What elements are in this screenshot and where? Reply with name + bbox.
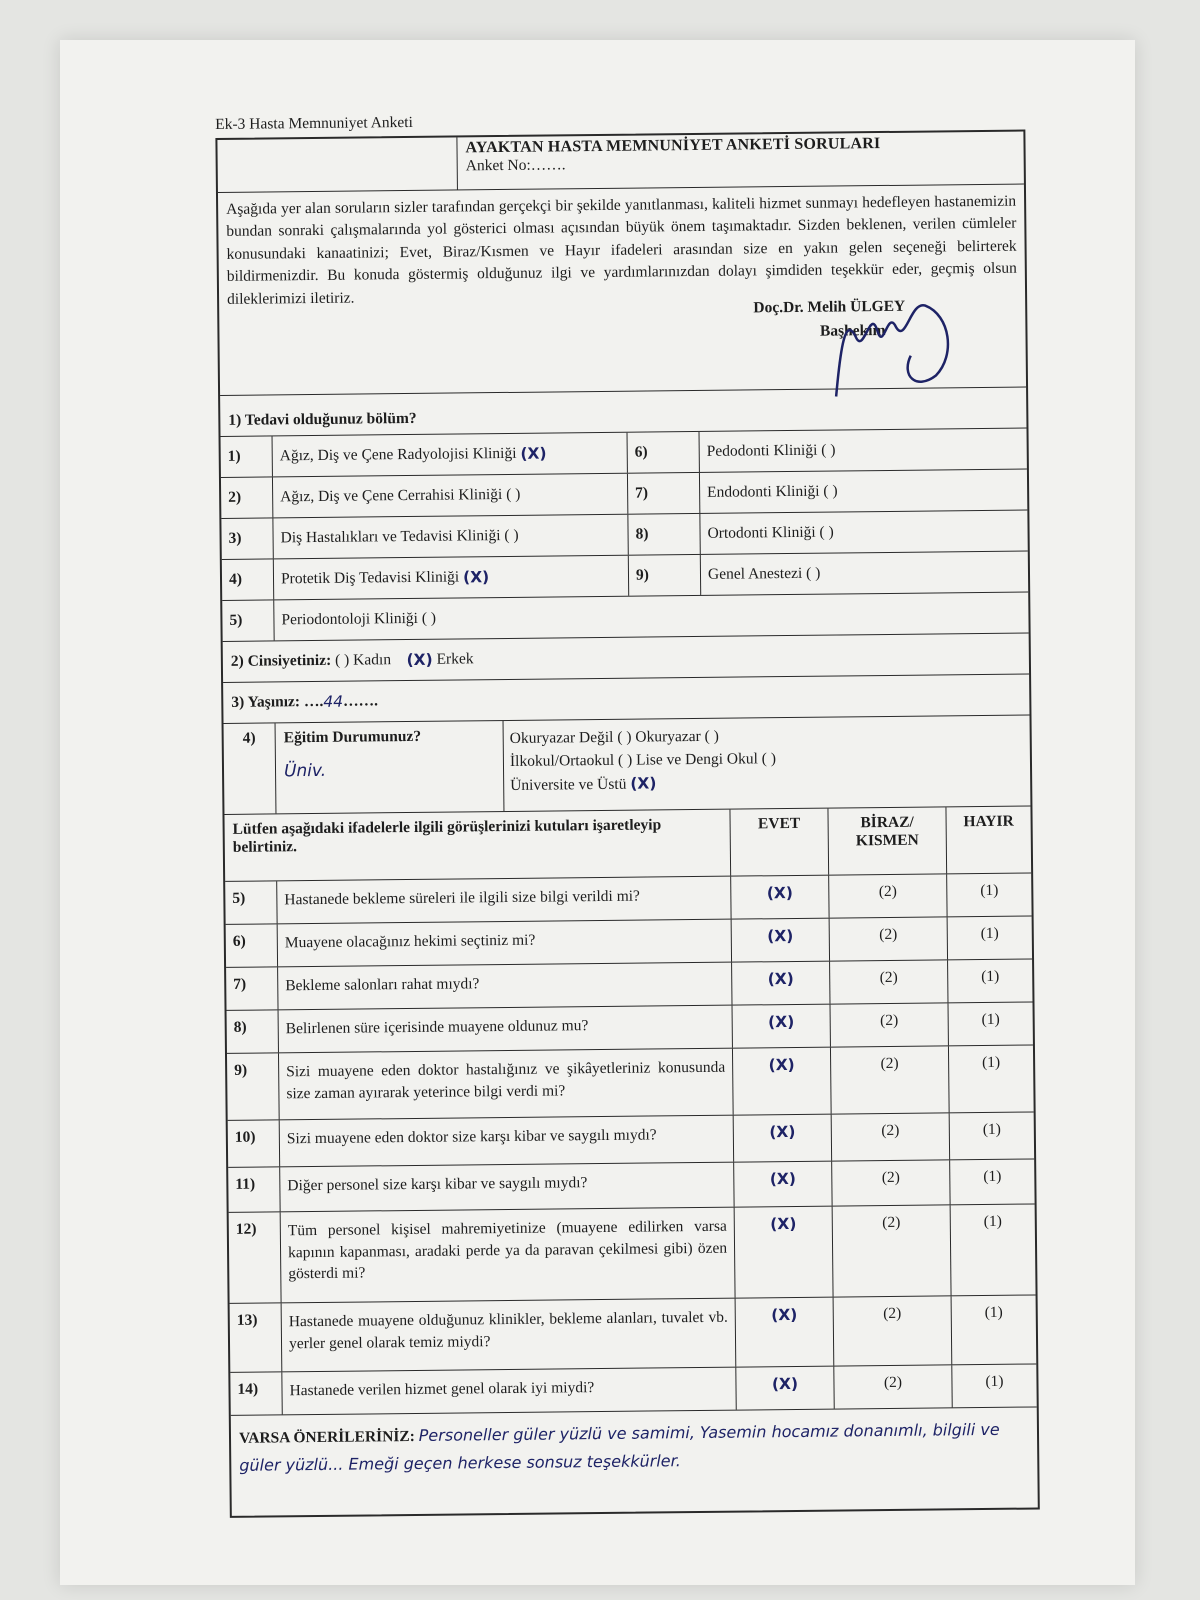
question-text: Hastanede bekleme süreleri ile ilgili size bilgi verildi mi? (277, 877, 731, 924)
question-text: Belirlenen süre içerisinde muayene oldunuz mu? (279, 1006, 733, 1053)
education-university-checkbox[interactable]: (X) (630, 773, 657, 793)
q1-title: 1) Tedavi olduğunuz bölüm? (228, 409, 417, 429)
clinic-option[interactable] (274, 593, 1028, 641)
answer-biraz[interactable]: (2) (834, 1365, 952, 1408)
clinic-option[interactable] (701, 552, 1028, 595)
question-num: 11) (228, 1167, 280, 1212)
clinic-num: 4) (222, 559, 274, 600)
signer-name: Doç.Dr. Melih ÜLGEY (753, 297, 906, 317)
age-answer[interactable]: 44 (323, 692, 344, 711)
gender-male-label: Erkek (436, 650, 474, 668)
survey-title: AYAKTAN HASTA MEMNUNİYET ANKETİ SORULARI (465, 135, 881, 157)
gender-male-checkbox[interactable]: (X) (406, 650, 433, 670)
question-num: 14) (230, 1372, 282, 1415)
answer-biraz[interactable]: (2) (830, 917, 948, 960)
clinic-checkbox[interactable]: ( ) (821, 441, 836, 459)
question-text: Sizi muayene eden doktor hastalığınız ve şikâyetleriniz konusunda size zaman ayırarak yeterince bilgi verdi mi? (279, 1049, 734, 1120)
header-title-cell (457, 132, 1024, 190)
clinic-option[interactable] (700, 429, 1027, 472)
header-blank-cell (217, 137, 458, 192)
answer-evet[interactable]: (X) (731, 876, 829, 919)
clinic-checkbox[interactable]: ( ) (806, 564, 821, 582)
clinic-checkbox[interactable]: (X) (462, 568, 490, 587)
question-text: Sizi muayene eden doktor size karşı kibar ve saygılı mıydı? (280, 1116, 734, 1167)
signer-title: Başhekim (819, 321, 886, 340)
document-label: Ek-3 Hasta Memnuniyet Anketi (215, 113, 413, 133)
question-text: Diğer personel size karşı kibar ve saygılı mıydı? (280, 1163, 734, 1212)
column-hayir: HAYIR (963, 812, 1014, 831)
answer-hayir[interactable]: (1) (980, 924, 999, 943)
gender-field (223, 639, 482, 682)
answer-hayir[interactable]: (1) (982, 1120, 1001, 1139)
clinic-label: Endodonti Kliniği (707, 482, 820, 501)
education-num: 4) (224, 723, 277, 814)
answer-biraz[interactable]: (2) (829, 874, 947, 917)
answer-evet[interactable]: (X) (734, 1162, 832, 1207)
suggestions-field (231, 1407, 1038, 1515)
header-row (217, 132, 1024, 193)
clinic-num: 9) (629, 555, 701, 596)
column-biraz-kismen: BİRAZ/ KISMEN (828, 807, 947, 874)
clinic-num: 5) (222, 600, 274, 641)
rating-question-row (229, 1204, 1036, 1303)
answer-hayir[interactable]: (1) (985, 1372, 1004, 1391)
age-dots: ……. (342, 692, 378, 710)
answer-evet[interactable]: (X) (736, 1367, 834, 1410)
clinic-num: 7) (628, 473, 700, 514)
answer-evet[interactable]: (X) (734, 1115, 832, 1162)
question-num: 12) (229, 1212, 282, 1303)
clinic-label: Ağız, Diş ve Çene Cerrahisi Kliniği (280, 486, 503, 506)
question-num: 8) (227, 1010, 279, 1053)
answer-biraz[interactable]: (2) (831, 1046, 950, 1113)
answer-hayir[interactable]: (1) (983, 1212, 1002, 1231)
rating-question-row (228, 1112, 1034, 1167)
education-option-line[interactable]: İlkokul/Ortaokul ( ) Lise ve Dengi Okul ( ) (509, 750, 777, 771)
answer-hayir[interactable]: (1) (980, 881, 999, 900)
answer-biraz[interactable]: (2) (832, 1160, 950, 1205)
gender-female-checkbox[interactable]: ( ) (334, 651, 350, 669)
clinic-checkbox[interactable]: ( ) (819, 523, 834, 541)
education-university-label: Üniversite ve Üstü (510, 775, 627, 794)
rating-question-row (227, 1045, 1034, 1120)
clinic-label: Pedodonti Kliniği (706, 441, 818, 460)
answer-hayir[interactable]: (1) (981, 1053, 1001, 1072)
answer-hayir[interactable]: (1) (981, 967, 1000, 986)
clinic-option[interactable] (273, 433, 628, 477)
question-num: 9) (227, 1053, 280, 1120)
clinic-num: 2) (221, 477, 273, 518)
clinic-option[interactable] (700, 511, 1027, 554)
answer-biraz[interactable]: (2) (831, 1003, 949, 1046)
education-row (224, 716, 1031, 815)
clinic-option[interactable] (700, 470, 1027, 513)
question-num: 7) (226, 967, 278, 1010)
question-text: Muayene olacağınız hekimi seçtiniz mi? (278, 920, 732, 967)
question-text: Tüm personel kişisel mahremiyetinize (muayene edilirken varsa kapının kapanması, aradaki perde ya da paravan çekilmesi gibi) özen gösterdi mi? (281, 1208, 736, 1303)
answer-biraz[interactable]: (2) (832, 1113, 950, 1160)
age-label: 3) Yaşınız: …. (231, 692, 324, 711)
clinic-num: 6) (628, 432, 700, 473)
clinic-checkbox[interactable]: (X) (520, 444, 547, 463)
clinic-label: Ortodonti Kliniği (707, 523, 816, 542)
clinic-option[interactable] (274, 556, 629, 600)
answer-evet[interactable]: (X) (733, 1005, 831, 1048)
education-options (504, 716, 1031, 812)
question-num: 6) (226, 924, 278, 967)
question-text: Hastanede verilen hizmet genel olarak iyi miydi? (282, 1368, 736, 1415)
answer-biraz[interactable]: (2) (833, 1205, 952, 1296)
answer-evet[interactable]: (X) (732, 919, 830, 962)
clinic-checkbox[interactable]: ( ) (504, 526, 519, 544)
education-option-line[interactable] (510, 768, 1024, 797)
clinic-label: Protetik Diş Tedavisi Kliniği (280, 568, 460, 588)
gender-label: 2) Cinsiyetiniz: (230, 651, 332, 670)
question-num: 13) (230, 1303, 283, 1372)
answer-biraz[interactable]: (2) (830, 960, 948, 1003)
answer-biraz[interactable]: (2) (834, 1296, 953, 1365)
intro-text: Aşağıda yer alan soruların sizler tarafından gerçekçi bir şekilde yanıtlanması, kaliteli hizmet sunmayı hedefleyen hastanemizin bundan sonraki çalışmalarında yol gösterici olması açısından büyük önem taşımaktadır. Sizden beklenen, verilen cümleler konusundaki kanaatinizi; Evet, Biraz/Kısmen ve Hayır ifadeleri arasından size en yakın gelen seçeneği belirterek bildirmenizdir. Bu konuda göstermiş olduğunuz ilgi ve yardımlarınızdan dolayı şimdiden teşekkür eder, geçmiş olsun dileklerimizi iletiriz. (226, 192, 1017, 308)
clinic-label: Genel Anestezi (707, 564, 803, 583)
answer-evet[interactable]: (X) (733, 1048, 832, 1115)
clinic-checkbox[interactable]: ( ) (421, 609, 437, 627)
answer-hayir[interactable]: (1) (983, 1167, 1002, 1186)
suggestions-row (231, 1407, 1038, 1515)
education-label-cell (276, 721, 505, 813)
education-answer[interactable]: Üniv. (283, 760, 327, 782)
clinic-checkbox[interactable]: ( ) (823, 482, 838, 500)
question-text: Bekleme salonları rahat mıydı? (278, 963, 732, 1010)
signature-scribble (815, 285, 966, 407)
answer-hayir[interactable]: (1) (981, 1010, 1000, 1029)
column-evet: EVET (730, 809, 829, 876)
clinic-option[interactable] (273, 474, 628, 518)
question-num: 10) (228, 1120, 280, 1167)
rating-instruction: Lütfen aşağıdaki ifadelerle ilgili görüşlerinizi kutuları işaretleyip belirtiniz. (224, 810, 731, 881)
clinic-label: Ağız, Diş ve Çene Radyolojisi Kliniği (279, 444, 517, 465)
education-option-line[interactable]: Okuryazar Değil ( ) Okuryazar ( ) (509, 727, 719, 747)
question-text: Hastanede muayene olduğunuz klinikler, bekleme alanları, tuvalet vb. yerler genel olarak temiz miydi? (282, 1299, 737, 1372)
age-field (223, 681, 386, 723)
answer-evet[interactable]: (X) (736, 1298, 835, 1367)
clinic-checkbox[interactable]: ( ) (506, 485, 521, 503)
suggestions-text[interactable]: Personeller güler yüzlü ve samimi, Yasemin hocamız donanımlı, bilgili ve güler yüzlü... Emeği geçen herkese sonsuz teşekkürler. (239, 1419, 1000, 1476)
answer-hayir[interactable]: (1) (984, 1303, 1003, 1322)
education-label: Eğitim Durumunuz? (283, 727, 422, 747)
answer-evet[interactable]: (X) (732, 962, 830, 1005)
gender-female-label: Kadın (353, 651, 392, 669)
clinic-label: Diş Hastalıkları ve Tedavisi Kliniği (280, 527, 501, 547)
suggestions-label: VARSA ÖNERİLERİNİZ: (238, 1427, 415, 1447)
survey-frame (215, 130, 1039, 1518)
intro-block (218, 185, 1026, 395)
survey-number: Anket No:……. (465, 156, 566, 175)
question-num: 5) (225, 881, 277, 924)
clinic-option[interactable] (273, 515, 628, 559)
clinic-num: 1) (221, 436, 273, 477)
intro-row (218, 185, 1026, 396)
rating-header-row (224, 806, 1031, 881)
clinic-num: 3) (221, 518, 273, 559)
clinic-num: 8) (628, 514, 700, 555)
answer-evet[interactable]: (X) (735, 1207, 834, 1298)
rating-question-row (230, 1295, 1037, 1372)
clinic-label: Periodontoloji Kliniği (281, 609, 419, 629)
